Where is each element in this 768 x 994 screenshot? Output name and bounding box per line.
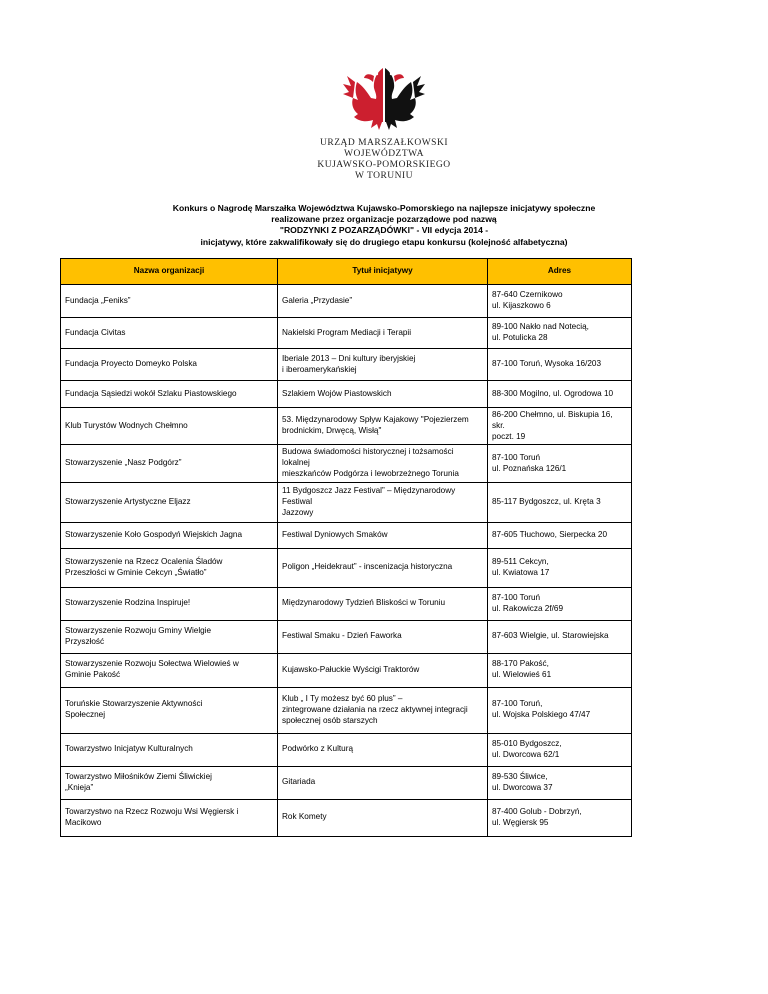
cell-line: społecznej osób starszych	[282, 715, 378, 725]
red-eagle-icon	[343, 68, 383, 130]
cell-line: 87-400 Golub - Dobrzyń,	[492, 806, 582, 816]
table-row	[61, 445, 632, 482]
address-cell	[488, 766, 632, 799]
table-row	[61, 408, 632, 445]
initiative-title-cell	[278, 653, 488, 687]
cell-line: Fundacja Proyecto Domeyko Polska	[65, 359, 197, 369]
office-line: W TORUNIU	[354, 171, 414, 181]
cell-line: Międzynarodowy Tydzień Bliskości w Toruniu	[282, 598, 446, 608]
cell-line: Iberiale 2013 – Dni kultury iberyjskiej	[282, 353, 416, 363]
initiative-title-cell	[278, 381, 488, 408]
address-cell	[488, 799, 632, 836]
organization-cell	[61, 408, 278, 445]
organization-cell	[61, 587, 278, 620]
cell-line: i iberoamerykańskiej	[282, 364, 357, 374]
address-cell	[488, 548, 632, 587]
cell-line: Klub Turystów Wodnych Chełmno	[65, 420, 188, 430]
table-row	[61, 799, 632, 836]
initiative-title-cell	[278, 548, 488, 587]
cell-line: 88-300 Mogilno, ul. Ogrodowa 10	[492, 388, 614, 398]
address-cell	[488, 482, 632, 522]
initiative-title-cell	[278, 766, 488, 799]
address-cell	[488, 349, 632, 381]
cell-line: ul. Wielowieś 61	[492, 670, 552, 680]
cell-line: Toruńskie Stowarzyszenie Aktywności	[65, 699, 203, 709]
table-row	[61, 285, 632, 318]
column-header-address: Adres	[488, 259, 632, 285]
cell-line: Fundacja Sąsiedzi wokół Szlaku Piastowskiego	[65, 388, 237, 398]
document-heading	[150, 203, 618, 248]
cell-line: 89-100 Nakło nad Notecią,	[492, 322, 589, 332]
organization-cell	[61, 445, 278, 482]
office-name	[284, 138, 484, 182]
cell-line: Stowarzyszenie na Rzecz Ocalenia Śladów	[65, 556, 223, 566]
cell-line: Stowarzyszenie Rozwoju Sołectwa Wielowieś w	[65, 659, 239, 669]
cell-line: 87-603 Wielgie, ul. Starowiejska	[492, 631, 609, 641]
initiative-title-cell	[278, 687, 488, 733]
cell-line: 53. Międzynarodowy Spływ Kajakowy "Pojezierzem	[282, 415, 469, 425]
organization-cell	[61, 522, 278, 548]
office-line: WOJEWÓDZTWA	[344, 149, 424, 159]
initiatives-table	[60, 258, 632, 837]
coat-of-arms-logo	[333, 62, 435, 136]
table-body	[61, 285, 632, 837]
heading-line: "RODZYNKI Z POZARZĄDÓWKI" - VII edycja 2014 -	[279, 225, 489, 236]
cell-line: Stowarzyszenie Artystyczne Eljazz	[65, 496, 191, 506]
table-row	[61, 653, 632, 687]
initiative-title-cell	[278, 408, 488, 445]
cell-line: ul. Kijaszkowo 6	[492, 301, 551, 310]
cell-line: Macikowo	[65, 817, 102, 827]
cell-line: 87-100 Toruń,	[492, 699, 543, 709]
cell-line: Towarzystwo Miłośników Ziemi Śliwickiej	[65, 771, 212, 781]
table-row	[61, 620, 632, 653]
initiative-title-cell	[278, 318, 488, 349]
organization-cell	[61, 285, 278, 318]
table-row	[61, 318, 632, 349]
address-cell	[488, 587, 632, 620]
column-header-organization: Nazwa organizacji	[61, 259, 278, 285]
heading-line: realizowane przez organizacje pozarządowe pod nazwą	[271, 214, 497, 225]
organization-cell	[61, 687, 278, 733]
cell-line: Szlakiem Wojów Piastowskich	[282, 388, 392, 398]
cell-line: 87-605 Tłuchowo, Sierpecka 20	[492, 529, 608, 539]
address-cell	[488, 522, 632, 548]
cell-line: mieszkańców Podgórza i lewobrzeżnego Torunia	[282, 468, 459, 478]
cell-line: Przyszłość	[65, 636, 105, 646]
organization-cell	[61, 620, 278, 653]
address-cell	[488, 687, 632, 733]
cell-line: Kujawsko-Pałuckie Wyścigi Traktorów	[282, 664, 420, 674]
cell-line: Fundacja „Feniks”	[65, 295, 131, 305]
organization-cell	[61, 733, 278, 766]
initiative-title-cell	[278, 733, 488, 766]
cell-line: 87-100 Toruń	[492, 452, 541, 462]
cell-line: 87-100 Toruń	[492, 592, 541, 602]
heading-line: Konkurs o Nagrodę Marszałka Województwa Kujawsko-Pomorskiego na najlepsze inicjatywy społeczne	[172, 203, 596, 213]
initiative-title-cell	[278, 445, 488, 482]
cell-line: ul. Wojska Polskiego 47/47	[492, 710, 591, 720]
cell-line: ul. Węgiersk 95	[492, 817, 549, 827]
table-row	[61, 733, 632, 766]
cell-line: 88-170 Pakość,	[492, 659, 549, 669]
cell-line: brodnickim, Drwęcą, Wisłą"	[282, 426, 382, 436]
cell-line: Towarzystwo na Rzecz Rozwoju Wsi Węgiersk i	[65, 806, 239, 816]
organization-cell	[61, 799, 278, 836]
initiative-title-cell	[278, 482, 488, 522]
cell-line: Fundacja Civitas	[65, 327, 126, 337]
organization-cell	[61, 381, 278, 408]
organization-cell	[61, 318, 278, 349]
cell-line: 87-100 Toruń, Wysoka 16/203	[492, 359, 602, 369]
office-line: KUJAWSKO-POMORSKIEGO	[317, 160, 451, 170]
cell-line: Rok Komety	[282, 812, 327, 822]
cell-line: Galeria „Przydasie”	[282, 295, 353, 305]
cell-line: ul. Kwiatowa 17	[492, 567, 550, 577]
black-griffin-icon	[385, 68, 425, 130]
initiative-title-cell	[278, 620, 488, 653]
cell-line: Towarzystwo Inicjatyw Kulturalnych	[65, 744, 193, 754]
cell-line: 85-010 Bydgoszcz,	[492, 738, 562, 748]
table-row	[61, 522, 632, 548]
address-cell	[488, 653, 632, 687]
cell-line: ul. Dworcowa 62/1	[492, 749, 560, 759]
table-row	[61, 587, 632, 620]
cell-line: Klub „ I Ty możesz być 60 plus” –	[282, 694, 403, 704]
address-cell	[488, 733, 632, 766]
initiative-title-cell	[278, 522, 488, 548]
cell-line: Gitariada	[282, 777, 316, 787]
address-cell	[488, 285, 632, 318]
column-header-title: Tytuł inicjatywy	[278, 259, 488, 285]
address-cell	[488, 408, 632, 445]
organization-cell	[61, 482, 278, 522]
cell-line: 87-640 Czernikowo	[492, 290, 563, 300]
cell-line: 89-530 Śliwice,	[492, 771, 548, 781]
cell-line: Społecznej	[65, 710, 106, 720]
cell-line: poczt. 19	[492, 431, 526, 441]
address-cell	[488, 381, 632, 408]
cell-line: „Knieja”	[65, 782, 94, 792]
cell-line: Przeszłości w Gminie Cekcyn „Światło”	[65, 567, 207, 577]
initiative-title-cell	[278, 285, 488, 318]
cell-line: Jazzowy	[282, 507, 314, 517]
cell-line: ul. Dworcowa 37	[492, 782, 553, 792]
address-cell	[488, 620, 632, 653]
cell-line: Stowarzyszenie „Nasz Podgórz”	[65, 458, 182, 468]
cell-line: 89-511 Cekcyn,	[492, 556, 549, 566]
initiative-title-cell	[278, 587, 488, 620]
cell-line: Stowarzyszenie Koło Gospodyń Wiejskich Jagna	[65, 529, 243, 539]
cell-line: 11 Bydgoszcz Jazz Festival” – Międzynarodowy Festiwal	[282, 486, 456, 506]
cell-line: ul. Rakowicza 2f/69	[492, 603, 563, 613]
table-header-row	[61, 259, 632, 285]
table-row	[61, 766, 632, 799]
heading-line: inicjatywy, które zakwalifikowały się do drugiego etapu konkursu (kolejność alfabetyczna)	[200, 236, 568, 247]
cell-line: Podwórko z Kulturą	[282, 744, 353, 754]
table-row	[61, 482, 632, 522]
address-cell	[488, 318, 632, 349]
table-row	[61, 381, 632, 408]
cell-line: ul. Potulicka 28	[492, 333, 548, 342]
organization-cell	[61, 349, 278, 381]
cell-line: ul. Poznańska 126/1	[492, 463, 567, 473]
organization-cell	[61, 653, 278, 687]
cell-line: Budowa świadomości historycznej i tożsamości lokalnej	[282, 447, 454, 468]
cell-line: 86-200 Chełmno, ul. Biskupia 16, skr.	[492, 410, 613, 430]
table-row	[61, 687, 632, 733]
organization-cell	[61, 548, 278, 587]
cell-line: Nakielski Program Mediacji i Terapii	[282, 327, 412, 337]
organization-cell	[61, 766, 278, 799]
cell-line: zintegrowane działania na rzecz aktywnej integracji	[282, 704, 468, 714]
cell-line: 85-117 Bydgoszcz, ul. Kręta 3	[492, 496, 601, 506]
cell-line: Gminie Pakość	[65, 670, 121, 680]
address-cell	[488, 445, 632, 482]
initiative-title-cell	[278, 349, 488, 381]
cell-line: Festiwal Smaku - Dzień Faworka	[282, 631, 402, 641]
cell-line: Stowarzyszenie Rodzina Inspiruje!	[65, 598, 191, 608]
cell-line: Festiwal Dyniowych Smaków	[282, 529, 388, 539]
office-line: URZĄD MARSZAŁKOWSKI	[320, 138, 448, 148]
cell-line: Stowarzyszenie Rozwoju Gminy Wielgie	[65, 625, 212, 635]
table-row	[61, 349, 632, 381]
initiative-title-cell	[278, 799, 488, 836]
cell-line: Poligon „Heidekraut” - inscenizacja historyczna	[282, 562, 453, 572]
table-row	[61, 548, 632, 587]
